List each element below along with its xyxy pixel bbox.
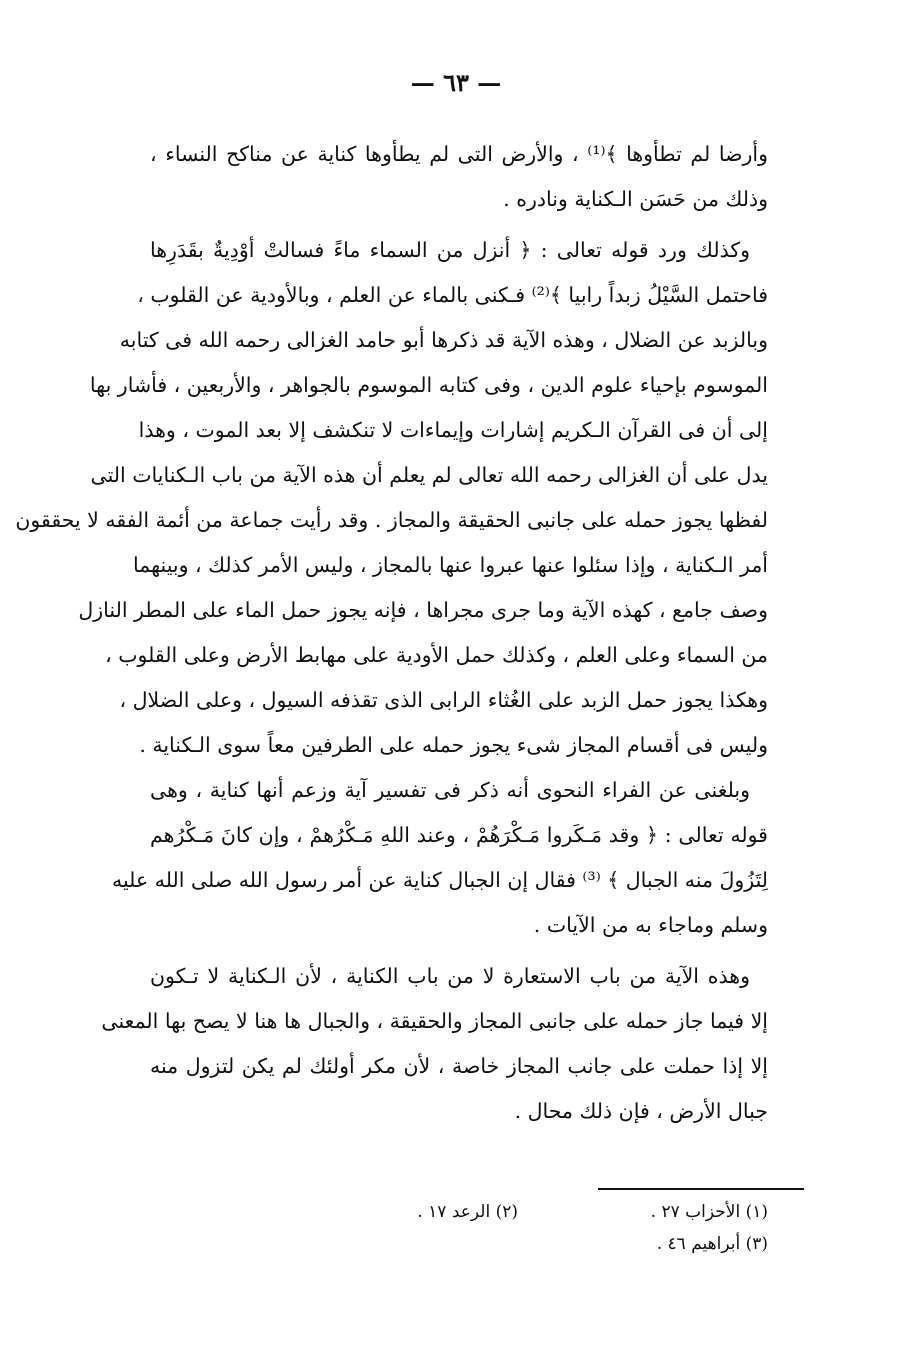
text-line: وذلك من حَسَن الـكناية ونادره .: [503, 187, 768, 211]
footnote-row: [310, 1196, 768, 1228]
text-line: وليس فى أقسام المجاز شىء يجوز حمله على الطرفين معاً سوى الـكناية .: [139, 733, 768, 757]
text-line: وهذه الآية من باب الاستعارة لا من باب الكناية ، لأن الـكناية لا تـكون: [150, 964, 750, 988]
text-line: وكذلك ورد قوله تعالى : ﴿ أنزل من السماء ماءً فسالتْ أوْدِيةٌ بقَدَرِها: [150, 238, 750, 262]
text-line: وبلغنى عن الفراء النحوى أنه ذكر فى تفسير آية وزعم أنها كناية ، وهى: [150, 778, 750, 802]
text-line: الموسوم بإحياء علوم الدين ، وفى كتابه الموسوم بالجواهر ، والأربعين ، فأشار بها: [89, 373, 768, 397]
page-number: — ٦٣ —: [410, 68, 502, 97]
text-line: وسلم وماجاء به من الآيات .: [533, 913, 768, 937]
footnote: (٣) أبراهيم ٤٦ .: [656, 1234, 768, 1254]
footnote-row: [310, 1228, 768, 1260]
body-text: [15, 132, 768, 1134]
text-line: إلا فيما جاز حمله على جانبى المجاز والحقيقة ، والجبال ها هنا لا يصح بها المعنى: [101, 1009, 768, 1033]
text-line: من السماء وعلى العلم ، وكذلك حمل الأودية على مهابط الأرض وعلى القلوب ،: [105, 643, 768, 667]
text-line: وهكذا يجوز حمل الزبد على الغُثاء الرابى الذى تقذفه السيول ، وعلى الضلال ،: [119, 688, 768, 712]
text-line: وصف جامع ، كهذه الآية وما جرى مجراها ، فإنه يجوز حمل الماء على المطر النازل: [78, 598, 768, 622]
footnote-divider: [598, 1188, 804, 1190]
footnote: (١) الأحزاب ٢٧ .: [650, 1202, 768, 1222]
footnote: (٢) الرعد ١٧ .: [417, 1202, 518, 1222]
text-line: لِتَزُولَ منه الجبال ﴾ ⁽³⁾ فقال إن الجبال كناية عن أمر رسول الله صلى الله عليه: [112, 868, 768, 892]
text-line: وأرضا لم تطأوها ﴾⁽¹⁾ ، والأرض التى لم يطأوها كناية عن مناكح النساء ،: [150, 142, 768, 166]
text-line: فاحتمل السَّيْلُ زبداً رابيا ﴾⁽²⁾ فـكنى بالماء عن العلم ، وبالأودية عن القلوب ،: [137, 283, 768, 307]
text-line: إلا إذا حملت على جانب المجاز خاصة ، لأن مكر أولئك لم يكن لتزول منه: [150, 1054, 768, 1078]
text-line: يدل على أن الغزالى رحمه الله تعالى لم يعلم أن هذه الآية من باب الـكنايات التى: [90, 463, 768, 487]
text-line: لفظها يجوز حمله على جانبى الحقيقة والمجاز . وقد رأيت جماعة من أئمة الفقه لا يحققون: [15, 508, 768, 532]
text-line: قوله تعالى : ﴿ وقد مَـكَروا مَـكْرَهُمْ ، وعند اللهِ مَـكْرُهمْ ، وإن كانَ مَـكْرُهم: [150, 823, 768, 847]
footnotes: [310, 1196, 768, 1260]
text-line: وبالزبد عن الضلال ، وهذه الآية قد ذكرها أبو حامد الغزالى رحمه الله فى كتابه: [119, 328, 768, 352]
text-line: إلى أن فى القرآن الـكريم إشارات وإيماءات لا تنكشف إلا بعد الموت ، وهذا: [138, 418, 768, 442]
text-line: جبال الأرض ، فإن ذلك محال .: [514, 1099, 768, 1123]
text-line: أمر الـكناية ، وإذا سئلوا عنها عبروا عنها بالمجاز ، وليس الأمر كذلك ، وبينهما: [132, 553, 768, 577]
